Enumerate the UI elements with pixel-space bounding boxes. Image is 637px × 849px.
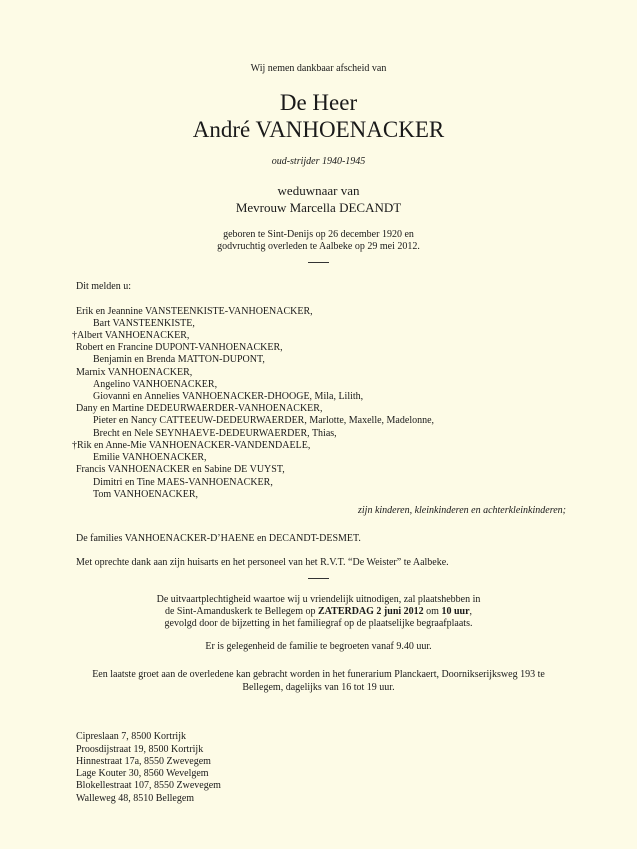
funeral-om: om	[423, 606, 442, 617]
family-member: Emilie VANHOENACKER,	[93, 452, 207, 463]
birth-line: geboren te Sint-Denijs op 26 december 1920 en	[223, 229, 414, 240]
farewell-line-1: Een laatste groet aan de overledene kan gebracht worden in het funerarium Planckaert, Doornikserijksweg 193 te	[92, 669, 545, 680]
divider-top	[308, 262, 329, 263]
family-member: Angelino VANHOENACKER,	[93, 379, 218, 390]
family-member: Francis VANHOENACKER en Sabine DE VUYST,	[76, 464, 285, 475]
funeral-line-3: gevolgd door de bijzetting in het familiegraf op de plaatselijke begraafplaats.	[164, 618, 473, 629]
funeral-comma: ,	[469, 606, 473, 617]
family-member: Tom VANHOENACKER,	[93, 489, 199, 500]
address-line: Hinnestraat 17a, 8550 Zwevegem	[76, 756, 211, 767]
family-member: Benjamin en Brenda MATTON-DUPONT,	[93, 354, 265, 365]
widower-line: weduwnaar van	[277, 183, 360, 198]
address-line: Lage Kouter 30, 8560 Wevelgem	[76, 768, 209, 779]
address-line: Proosdijstraat 19, 8500 Kortrijk	[76, 744, 204, 755]
family-member: †Rik en Anne-Mie VANHOENACKER-VANDENDAELE,	[72, 440, 311, 451]
address-line: Cipreslaan 7, 8500 Kortrijk	[76, 731, 186, 742]
thanks-line: Met oprechte dank aan zijn huisarts en het personeel van het R.V.T. “De Weister” te Aalbeke.	[76, 557, 449, 568]
spouse-name: Mevrouw Marcella DECANDT	[235, 200, 402, 215]
death-line: godvruchtig overleden te Aalbeke op 29 mei 2012.	[217, 241, 420, 252]
family-member: Dany en Martine DEDEURWAERDER-VANHOENACKER,	[76, 403, 323, 414]
address-line: Blokellestraat 107, 8550 Zwevegem	[76, 780, 221, 791]
family-member: Pieter en Nancy CATTEEUW-DEDEURWAERDER, Marlotte, Maxelle, Madelonne,	[93, 415, 435, 426]
funeral-line-2	[0, 606, 637, 618]
intro-line: Wij nemen dankbaar afscheid van	[250, 63, 387, 74]
announce-line: Dit melden u:	[76, 281, 131, 292]
families-line: De families VANHOENACKER-D’HAENE en DECANDT-DESMET.	[76, 533, 361, 544]
veteran-line: oud-strijder 1940-1945	[271, 156, 366, 167]
funeral-date: ZATERDAG 2 juni 2012	[318, 606, 424, 617]
greeting-line: Er is gelegenheid de familie te begroeten vanaf 9.40 uur.	[205, 641, 432, 652]
family-member: Robert en Francine DUPONT-VANHOENACKER,	[76, 342, 283, 353]
family-member: Giovanni en Annelies VANHOENACKER-DHOOGE, Mila, Lilith,	[93, 391, 364, 402]
deceased-title: De Heer	[279, 90, 358, 115]
farewell-line-2: Bellegem, dagelijks van 16 tot 19 uur.	[242, 682, 395, 693]
family-member: Marnix VANHOENACKER,	[76, 367, 193, 378]
funeral-line-1: De uitvaartplechtigheid waartoe wij u vriendelijk uitnodigen, zal plaatshebben in	[156, 594, 481, 605]
family-member: Erik en Jeannine VANSTEENKISTE-VANHOENACKER,	[76, 306, 313, 317]
funeral-time: 10 uur	[441, 606, 470, 617]
divider-middle	[308, 578, 329, 579]
address-line: Walleweg 48, 8510 Bellegem	[76, 793, 195, 804]
family-member: Dimitri en Tine MAES-VANHOENACKER,	[93, 477, 273, 488]
family-role: zijn kinderen, kleinkinderen en achterkleinkinderen;	[358, 505, 566, 516]
family-member: Brecht en Nele SEYNHAEVE-DEDEURWAERDER, Thias,	[93, 428, 337, 439]
family-member: Bart VANSTEENKISTE,	[93, 318, 195, 329]
family-member: †Albert VANHOENACKER,	[72, 330, 190, 341]
funeral-church: de Sint-Amanduskerk te Bellegem op	[164, 606, 318, 617]
deceased-name: André VANHOENACKER	[192, 117, 445, 142]
